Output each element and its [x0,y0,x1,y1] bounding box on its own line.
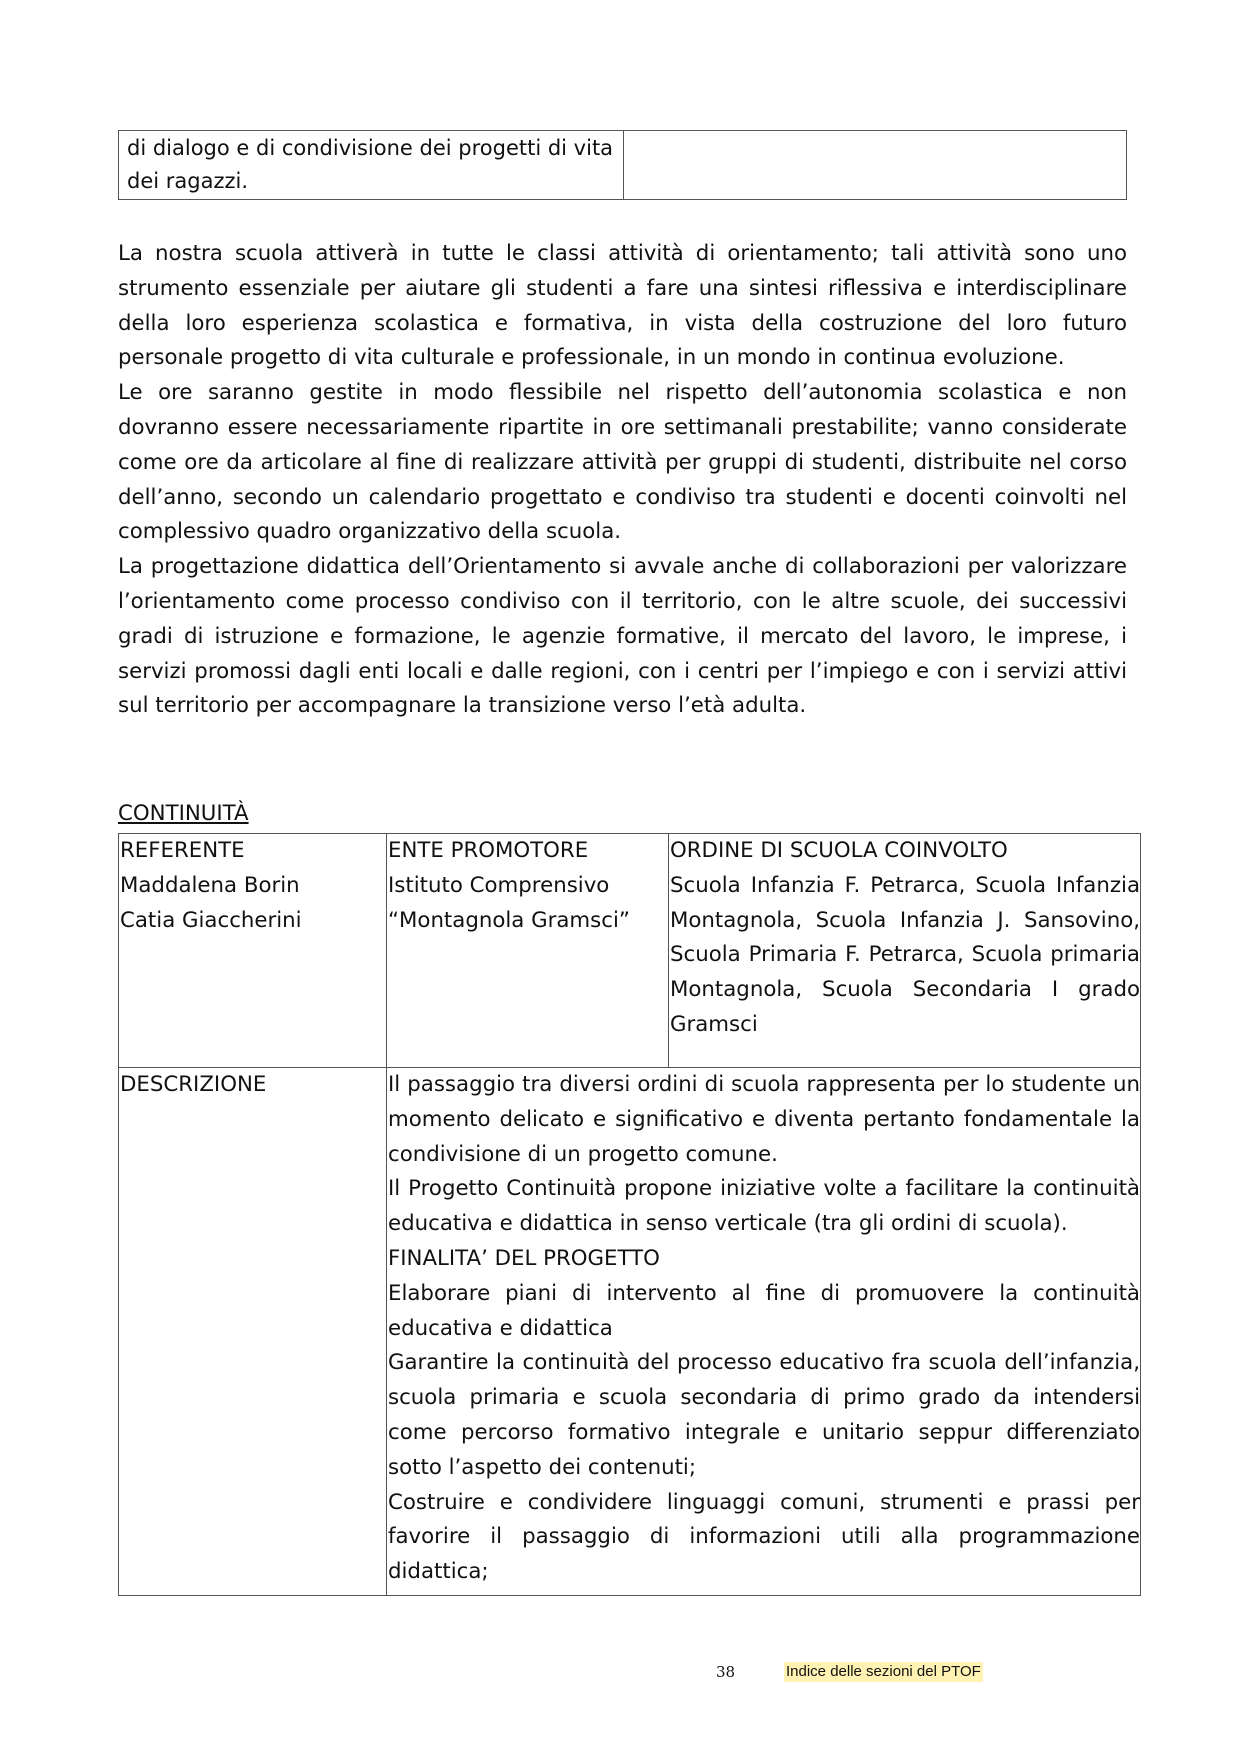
table-row [119,1068,1140,1595]
descrizione-label-cell [119,1068,387,1595]
referente-header: REFERENTE [120,838,245,863]
description-subheading: FINALITA’ DEL PROGETTO [388,1245,660,1271]
description-paragraph: Elaborare piani di intervento al fine di promuovere la continuità educativa e didattica [388,1280,1140,1341]
ente-line: Istituto Comprensivo [388,872,610,898]
descrizione-header: DESCRIZIONE [120,1072,267,1097]
paragraph: La nostra scuola attiverà in tutte le classi attività di orientamento; tali attività sono uno strumento essenziale per aiutare gli studenti a fare una sintesi riflessiva e interdisciplinare della loro esperienza scolastica e formativa, in vista della costruzione del loro futuro personale progetto di vita culturale e professionale, in un mondo in continua evoluzione. [118,241,1127,371]
referente-name: Maddalena Borin [120,872,300,898]
paragraph: Le ore saranno gestite in modo flessibile nel rispetto dell’autonomia scolastica e non dovranno essere necessariamente ripartite in ore settimanali prestabilite; vanno considerate come ore da articolare al fine di realizzare attività per gruppi di studenti, distribuite nel corso dell’anno, secondo un calendario progettato e condiviso tra studenti e docenti coinvolti nel complessivo quadro organizzativo della scuola. [118,380,1127,545]
description-paragraph: Il Progetto Continuità propone iniziative volte a facilitare la continuità educativa e didattica in senso verticale (tra gli ordini di scuola). [388,1176,1140,1237]
description-paragraph: Costruire e condividere linguaggi comuni, strumenti e prassi per favorire il passaggio di informazioni utili alla programmazione didattica; [388,1489,1140,1585]
description-paragraph: Garantire la continuità del processo educativo fra scuola dell’infanzia, scuola primaria e scuola secondaria di primo grado da intendersi come percorso formativo integrale e unitario seppur differenziato sotto l’aspetto dei contenuti; [388,1350,1140,1480]
referente-name: Catia Giaccherini [120,907,302,933]
ordine-cell [669,834,1140,1067]
page-number: 38 [716,1663,736,1681]
referente-cell [119,834,387,1067]
continued-table-left-cell: di dialogo e di condivisione dei progetti di vita dei ragazzi. [119,131,624,199]
ordine-header: ORDINE DI SCUOLA COINVOLTO [670,838,1008,863]
descrizione-text-cell [387,1068,1140,1595]
continued-table [118,130,1127,200]
continuity-table [118,833,1141,1596]
description-paragraph: Il passaggio tra diversi ordini di scuola rappresenta per lo studente un momento delicato e significativo e diventa pertanto fondamentale la condivisione di un progetto comune. [388,1072,1140,1167]
paragraph: La progettazione didattica dell’Orientamento si avvale anche di collaborazioni per valorizzare l’orientamento come processo condiviso con il territorio, con le altre scuole, dei successivi gradi di istruzione e formazione, le agenzie formative, il mercato del lavoro, le imprese, i servizi promossi dagli enti locali e dalle regioni, con i centri per l’impiego e con i servizi attivi sul territorio per accompagnare la transizione verso l’età adulta. [118,554,1127,719]
ptof-index-link[interactable]: Indice delle sezioni del PTOF [786,1663,981,1680]
ordine-text: Scuola Infanzia F. Petrarca, Scuola Infanzia Montagnola, Scuola Infanzia J. Sansovino, Scuola Primaria F. Petrarca, Scuola primaria Montagnola, Scuola Secondaria I grado Gramsci [670,872,1140,1037]
ente-header: ENTE PROMOTORE [388,838,589,863]
ente-cell [387,834,669,1067]
ente-line: “Montagnola Gramsci” [388,907,630,933]
continued-table-right-cell [624,131,1126,199]
section-title: CONTINUITÀ [118,801,249,826]
orientation-text [118,237,1127,724]
table-row [119,834,1140,1068]
